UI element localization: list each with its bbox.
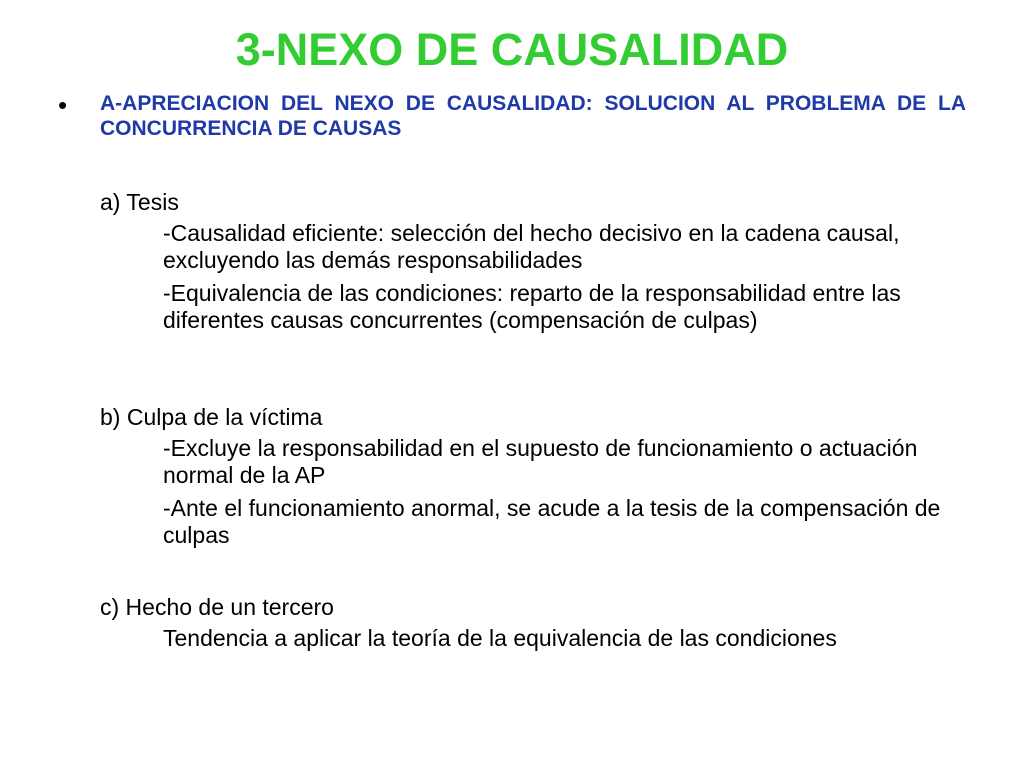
main-bullet bbox=[58, 91, 966, 141]
section-culpa-victima bbox=[100, 403, 970, 555]
section-tesis bbox=[100, 188, 970, 340]
section-heading: b) Culpa de la víctima bbox=[100, 404, 323, 430]
section-item: -Ante el funcionamiento anormal, se acude a la tesis de la compensación de culpas bbox=[163, 495, 941, 548]
section-heading: a) Tesis bbox=[100, 189, 179, 215]
section-item: -Excluye la responsabilidad en el supuesto de funcionamiento o actuación normal de la AP bbox=[163, 435, 918, 488]
section-item: -Equivalencia de las condiciones: reparto de la responsabilidad entre las diferentes causas concurrentes (compensación de culpas) bbox=[163, 280, 901, 333]
section-heading: c) Hecho de un tercero bbox=[100, 594, 334, 620]
section-item: Tendencia a aplicar la teoría de la equivalencia de las condiciones bbox=[163, 625, 837, 651]
section-item: -Causalidad eficiente: selección del hecho decisivo en la cadena causal, excluyendo las demás responsabilidades bbox=[163, 220, 900, 273]
bullet-heading: A-APRECIACION DEL NEXO DE CAUSALIDAD: SOLUCION AL PROBLEMA DE LA CONCURRENCIA DE CAUSAS bbox=[100, 92, 966, 140]
bullet-icon: • bbox=[58, 90, 68, 120]
slide-title: 3-NEXO DE CAUSALIDAD bbox=[235, 24, 789, 75]
section-hecho-tercero bbox=[100, 593, 970, 658]
